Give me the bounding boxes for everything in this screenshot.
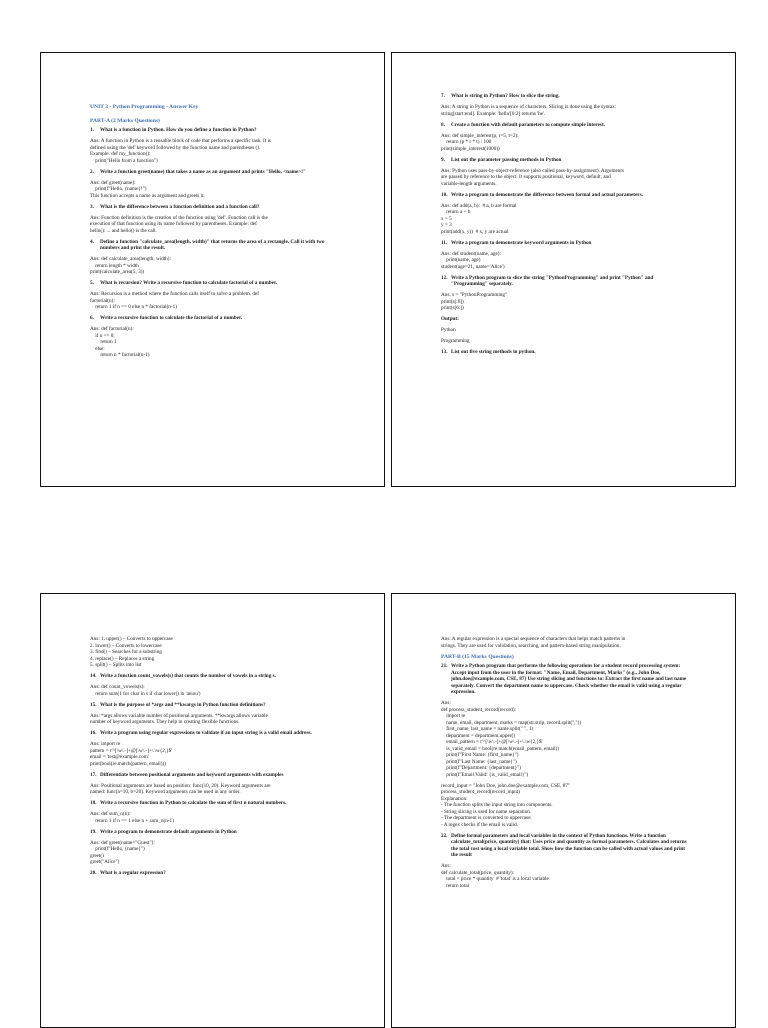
answer-line: greet(): [90, 852, 104, 859]
question-number: 3.: [90, 203, 94, 210]
answer-line: Ans: def student(name, age):: [441, 250, 501, 257]
question-number: 14.: [90, 673, 97, 679]
question-text: What is the purpose of *args and **kwargs in Python function definitions?: [100, 701, 266, 708]
question-number: 5.: [90, 280, 94, 286]
question: [90, 702, 339, 709]
answer-line: Ans: Python uses pass-by-object-reference (also called pass-by-assignment). Arguments: [441, 167, 624, 174]
answer-line: strings. They are used for validation, searching, and pattern-based string manipulation.: [441, 642, 621, 649]
answer-block: [90, 215, 339, 235]
answer-line: return length * width: [90, 262, 139, 269]
answer-line: 3. find() – Searches for a substring: [90, 649, 162, 655]
answer-block: [90, 713, 339, 726]
question: [90, 127, 339, 134]
question-text: List out five string methods in python.: [451, 349, 536, 355]
answer-line: Ans:: [441, 863, 451, 869]
answer-block: [441, 700, 690, 778]
question-text: What is recursion? Write a recursive function to calculate factorial of a number.: [100, 280, 278, 286]
answer-line: return (p * r * t) / 100: [441, 139, 492, 145]
answer-line: string[start:end]. Example: 'hello'[0:2] returns 'he'.: [441, 110, 546, 117]
answer-line: - The function splits the input string into components.: [441, 802, 553, 808]
question-number: 18.: [90, 800, 97, 806]
answer-line: return n * factorial(n-1): [90, 352, 150, 358]
answer-line: Ans:: [441, 700, 451, 706]
answer-line: 5. split() – Splits into list: [90, 662, 142, 668]
answer-line: return 1 if n == 1 else n + sum_n(n-1): [90, 817, 174, 824]
answer-block: [441, 863, 690, 889]
question: [441, 275, 690, 288]
question-text: What is string in Python? How to slice the string.: [451, 93, 560, 99]
answer-line: Ans: def add(a, b): # a, b are formal: [441, 202, 517, 209]
question-text: Write a Python program to slice the string "PythonProgramming" and print "Python" and "Programming" separately.: [451, 274, 654, 287]
answer-line: if n == 0:: [90, 332, 115, 339]
answer-block: [90, 326, 339, 359]
answer-line: print(f"Hello, {name}"): [90, 846, 145, 852]
answer-line: print(add(x, y)) # x, y are actual: [441, 228, 509, 235]
question: [441, 833, 690, 859]
question-text: Define formal parameters and local variables in the context of Python functions. Write a function calculate_total(price, quantity) that: Uses price and quantity as formal parameters. Calculates and returns the total cost using a local variable total. Show how the function can be called with actual values and print the result: [451, 832, 687, 858]
question: [441, 663, 690, 696]
answer-block: [441, 133, 690, 153]
question: [441, 192, 690, 199]
question-number: 9.: [441, 156, 445, 163]
answer-line: email = 'test@example.com': [90, 754, 149, 760]
answer-line: print(f"First Name: {first_name}"): [441, 752, 519, 758]
document-page-4: [391, 593, 736, 1028]
answer-line: import re: [441, 713, 466, 719]
answer-line: return total: [441, 882, 470, 889]
answer-block: [90, 180, 339, 200]
answer-block: [90, 811, 339, 824]
section-heading: PART-A (2 Marks Questions): [90, 117, 160, 124]
answer-block: [441, 104, 690, 117]
answer-line: print(f"Department: {department}"): [441, 765, 521, 771]
answer-block: [90, 684, 339, 697]
question-number: 4.: [90, 238, 94, 245]
answer-block: [90, 636, 339, 669]
question: [90, 800, 339, 807]
question: [90, 239, 339, 252]
answer-block: [441, 783, 690, 829]
answer-line: Ans: A regular expression is a special sequence of characters that helps match patterns in: [441, 636, 626, 642]
answer-line: Programming: [441, 338, 470, 344]
answer-line: - A regex checks if the email is valid.: [441, 821, 519, 828]
answer-line: x = 5: [441, 215, 452, 222]
page-content: [441, 53, 690, 356]
answer-line: department = department.upper(): [441, 732, 515, 739]
question-text: Write a recursive function in Python to calculate the sum of first n natural numbers.: [100, 800, 287, 806]
answer-line: factorial(n):: [90, 297, 115, 304]
question-number: 21.: [441, 663, 448, 669]
answer-line: print(name, age): [441, 257, 481, 263]
answer-line: Ans: def greet(name):: [90, 179, 136, 186]
question-text: List out the parameter passing methods in Python: [451, 156, 562, 163]
question-text: Differentiate between positional arguments and keyword arguments with examples: [100, 771, 284, 778]
question-number: 6.: [90, 315, 94, 321]
answer-line: Ans: Function definition is the creation of the function using 'def'. Function call is the: [90, 214, 268, 221]
question: [90, 204, 339, 211]
page-content: [90, 53, 339, 359]
answer-line: Ans: A string in Python is a sequence of characters. Slicing is done using the syntax:: [441, 104, 617, 110]
question-text: What is a function in Python. How do you define a function in Python?: [100, 127, 257, 133]
answer-line: total = price * quantity # 'total' is a local variable: [441, 876, 549, 882]
question-text: Write a function count_vowels(s) that counts the number of vowels in a string s.: [100, 673, 276, 679]
question-number: 2.: [90, 168, 94, 175]
question-text: Define a function "calculate_area(length, width)" that returns the area of a rectangle. Call it with two numbers and print the result.: [100, 238, 325, 251]
answer-block: [441, 251, 690, 271]
answer-line: Ans: A function in Python is a reusable block of code that performs a specific task. It is: [90, 138, 271, 144]
answer-block: [90, 783, 339, 796]
answer-block: [90, 256, 339, 276]
answer-block: [441, 168, 690, 188]
question: [441, 157, 690, 164]
answer-line: greet("Alice"): [90, 859, 120, 865]
answer-line: Ans: def factorial(n):: [90, 326, 134, 332]
question-text: Write a program to demonstrate keyword arguments in Python: [451, 239, 592, 246]
document-page-1: [40, 52, 385, 487]
question: [90, 730, 339, 737]
question: [90, 315, 339, 322]
answer-line: Explanation:: [441, 795, 468, 802]
answer-line: variable-length arguments.: [441, 180, 497, 187]
answer-line: Ans: *args allows variable number of positional arguments. **kwargs allows variable: [90, 712, 268, 719]
question-text: What is the difference between a function definition and a function call?: [100, 203, 260, 210]
question-text: Create a function with default parameters to compute simple interest.: [451, 121, 605, 128]
answer-line: Ans: def sum_n(n):: [90, 811, 131, 817]
answer-line: - String slicing is used for name separation.: [441, 808, 532, 815]
answer-line: first_name, last_name = name.split(" ", 1): [441, 726, 534, 732]
question: [90, 870, 339, 877]
answer-line: print(f"Email Valid: {is_valid_email}"): [441, 771, 529, 778]
answer-line: print(calculate_area(5, 3)): [90, 269, 145, 275]
answer-line: Ans: def simple_interest(p, r=5, t=2):: [441, 132, 519, 139]
question-number: 16.: [90, 730, 97, 736]
answer-line: 2. lower() – Converts to lowercase: [90, 642, 162, 649]
answer-line: named: func(a=10, b=20). Keyword arguments can be used in any order.: [90, 789, 241, 795]
answer-line: print("Hello from a function"): [90, 157, 158, 164]
section-heading: PART-B (15 Marks Questions): [441, 653, 514, 660]
output-label: Output:: [441, 316, 459, 322]
answer-line: Ans: 1. upper() – Converts to uppercase: [90, 636, 173, 642]
answer-line: student(age=21, name='Alice'): [441, 263, 505, 270]
answer-line: record_input = "John Doe, john.doe@example.com, CSE, 87": [441, 782, 571, 789]
answer-block: [441, 327, 690, 334]
answer-line: print(s[:6]): [441, 298, 464, 305]
answer-line: pattern = r'^[\w\.-]+@[\w\.-]+\.\w{2,}$': [90, 747, 173, 754]
question-number: 13.: [441, 349, 448, 355]
answer-line: return sum(1 for char in s if char.lower() in 'aeiou'): [90, 690, 201, 697]
question: [441, 93, 690, 100]
answer-line: number of keyword arguments. They help in creating flexible functions.: [90, 719, 240, 725]
answer-line: print(bool(re.match(pattern, email))): [90, 760, 166, 767]
question-number: 12.: [441, 274, 448, 281]
answer-line: def process_student_record(record):: [441, 706, 517, 713]
answer-block: [90, 138, 339, 164]
answer-line: defined using the 'def' keyword followed by the function name and parentheses ().: [90, 144, 261, 151]
page-content: [441, 594, 690, 889]
question-number: 20.: [90, 870, 97, 876]
question: [90, 772, 339, 779]
answer-line: return 1 if n == 0 else n * factorial(n-1): [90, 304, 177, 310]
answer-line: Ans: Recursion is a method where the function calls itself to solve a problem. def: [90, 291, 259, 297]
question-number: 17.: [90, 771, 97, 778]
answer-line: print(f"Hello, {name}!"): [90, 186, 147, 192]
question-number: 11.: [441, 239, 448, 246]
document-page-3: [40, 593, 385, 1028]
answer-block: [90, 291, 339, 311]
answer-block: [441, 636, 690, 649]
question-number: 19.: [90, 828, 97, 835]
answer-line: - The department is converted to uppercase.: [441, 815, 532, 821]
answer-line: Ans: s = "PythonProgramming": [441, 292, 508, 298]
answer-line: Ans: def calculate_area(length, width):: [90, 256, 171, 262]
answer-line: print(f"Last Name: {last_name}"): [441, 758, 517, 765]
answer-line: Ans: import re: [90, 741, 121, 747]
answer-line: print(simple_interest(1000)): [441, 145, 500, 152]
answer-line: print(s[6:]): [441, 305, 464, 311]
answer-line: Example: def my_function():: [90, 151, 151, 157]
question: [90, 280, 339, 287]
answer-block: [441, 292, 690, 312]
answer-line: return a + b: [441, 209, 471, 215]
question-text: What is a regular expression?: [100, 870, 166, 876]
section-heading: UNIT 3 - Python Programming - Answer Key: [90, 104, 199, 110]
answer-line: name, email, department, marks = map(str.strip, record.split(",")): [441, 719, 582, 726]
question-number: 22.: [441, 832, 448, 839]
question-text: Write a program to demonstrate default arguments in Python: [100, 828, 237, 835]
question-number: 7.: [441, 93, 445, 99]
question-text: Write a program to demonstrate the difference between formal and actual parameters.: [451, 191, 643, 198]
question-text: Write a Python program that performs the following operations for a student record processing system: Accept input from the user in the format: "Name, Email, Department, Marks" (e.g., John Doe, john.doe@example.com, CSE, 87) Use string slicing and functions to: Extract the first name and last name separately. Convert the department name to uppercase. Check whether the email is valid using a regular expression.: [451, 663, 687, 695]
question-number: 15.: [90, 701, 97, 708]
question: [90, 169, 339, 176]
answer-block: [90, 840, 339, 866]
answer-line: process_student_record(record_input): [441, 789, 520, 795]
question: [90, 829, 339, 836]
answer-line: Python: [441, 327, 456, 333]
answer-line: y = 3: [441, 222, 452, 228]
answer-line: This function accepts a name as argument and greets it.: [90, 192, 205, 199]
question-text: Write a recursive function to calculate the factorial of a number.: [100, 315, 243, 321]
answer-line: Ans: Positional arguments are based on position: func(10, 20). Keyword arguments are: [90, 782, 271, 789]
answer-line: are passed by reference to the object. It supports positional, keyword, default, and: [441, 174, 611, 180]
question: [441, 240, 690, 247]
answer-line: def calculate_total(price, quantity):: [441, 869, 515, 876]
question: [441, 122, 690, 129]
answer-line: Ans: def greet(name="Guest"):: [90, 839, 155, 846]
question: [441, 349, 690, 356]
answer-line: email_pattern = r'^[\w\.-]+@[\w\.-]+\.\w{2,}$': [441, 739, 543, 745]
question-text: Write a function greet(name) that takes a name as an argument and prints "Hello, <name>!": [100, 168, 306, 175]
question-number: 10.: [441, 191, 448, 198]
answer-line: Ans: def count_vowels(s):: [90, 684, 145, 690]
answer-line: 4. replace() – Replaces a string: [90, 655, 155, 662]
question: [90, 673, 339, 680]
answer-line: else:: [90, 345, 105, 352]
question-text: Write a program using regular expressions to validate if an input string is a valid email address.: [100, 730, 312, 736]
question-number: 1.: [90, 127, 94, 133]
answer-block: [441, 203, 690, 236]
answer-line: hello(): ... and hello() is the call.: [90, 227, 157, 234]
answer-line: is_valid_email = bool(re.match(email_pattern, email)): [441, 745, 560, 752]
answer-line: return 1: [90, 339, 117, 345]
answer-line: execution of that function using its name followed by parentheses. Example: def: [90, 221, 257, 227]
answer-block: [90, 741, 339, 767]
question-number: 8.: [441, 121, 445, 128]
answer-block: [441, 338, 690, 345]
document-page-2: [391, 52, 736, 487]
page-content: [90, 594, 339, 877]
